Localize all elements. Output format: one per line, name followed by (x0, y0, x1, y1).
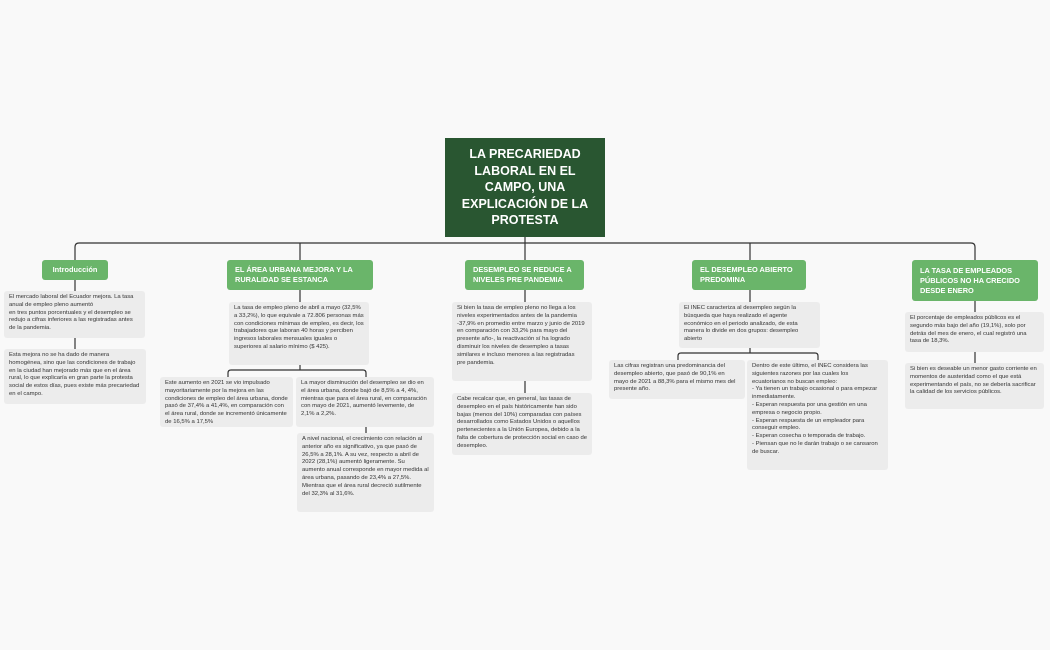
note-publicos-1[interactable]: El porcentaje de empleados públicos es el segundo más bajo del año (19,1%), solo por detrás del mes de enero, el cual registró una tasa de 18,3%. (905, 312, 1044, 352)
topic-area-urbana[interactable] (227, 260, 373, 290)
note-abierto-right[interactable]: Dentro de este último, el INEC considera las siguientes razones por las cuales los ecuatorianos no buscan empleo: - Ya tienen un trabajo ocasional o para empezar inmediatamente. - Esperan respuesta por una gestión en una empresa o negocio propio. - Esperan respuesta de un empleador para conseguir empleo. - Esperan cosecha o temporada de trabajo. - Piensan que no le darán trabajo o se cansaron de buscar. (747, 360, 888, 470)
topic-desempleo-abierto-title: EL DESEMPLEO ABIERTO PREDOMINA (700, 265, 793, 284)
note-intro-1[interactable]: El mercado laboral del Ecuador mejora. La tasa anual de empleo pleno aumentó en tres puntos porcentuales y el desempleo se redujo a cifras inferiores a las registradas antes de la pandemia. (4, 291, 145, 338)
topic-desempleo-abierto[interactable] (692, 260, 806, 290)
note-urbana-main[interactable]: La tasa de empleo pleno de abril a mayo (32,5% a 33,2%), lo que equivale a 72.806 personas más con condiciones mínimas de empleo, es decir, los trabajadores que laboran 40 horas y perciben ingresos laborales mensuales iguales o superiores al salario mínimo ($ 425). (229, 302, 369, 365)
note-intro-2[interactable]: Esta mejora no se ha dado de manera homogénea, sino que las condiciones de trabajo en la ciudad han mejorado más que en el área rural, lo que explicaría en gran parte la protesta social de estos días, pues existe más precariedad en el campo. (4, 349, 146, 404)
note-urbana-bottom[interactable]: A nivel nacional, el crecimiento con relación al anterior año es significativo, ya que pasó de 26,5% a 28,1%. A su vez, respecto a abril de 2022 (28,1%) aumentó ligeramente. Su aumento anual corresponde en mayor medida al área urbana, pasando de 23,4% a 27,5%. Mientras que el área rural decreció sutilmente del 32,3% al 31,6%. (297, 433, 434, 512)
topic-area-urbana-title: EL ÁREA URBANA MEJORA Y LA RURALIDAD SE ESTANCA (235, 265, 353, 284)
note-abierto-left[interactable]: Las cifras registran una predominancia del desempleo abierto, que pasó de 90,1% en mayo de 2021 a 88,3% para el mismo mes del presente año. (609, 360, 745, 399)
note-desempleo-2[interactable]: Cabe recalcar que, en general, las tasas de desempleo en el país históricamente han sido bajas (menos del 10%) comparadas con países desarrollados como Estados Unidos o aquellos pertenecientes a la Unión Europea, debido a la falta de cobertura de protección social en caso de desempleo. (452, 393, 592, 455)
root-title: LA PRECARIEDAD LABORAL EN EL CAMPO, UNA EXPLICACIÓN DE LA PROTESTA (461, 147, 589, 228)
root-topic[interactable] (445, 138, 605, 237)
topic-empleados-publicos[interactable] (912, 260, 1038, 301)
note-urbana-left[interactable]: Este aumento en 2021 se vio impulsado mayoritariamente por la mejora en las condiciones de empleo del área urbana, donde pasó de 37,4% a 41,4%, en comparación con el área rural, donde se incrementó únicamente de 16,5% a 17,5% (160, 377, 293, 427)
topic-desempleo-reduce[interactable] (465, 260, 584, 290)
topic-empleados-publicos-title: LA TASA DE EMPLEADOS PÚBLICOS NO HA CRECIDO DESDE ENERO (920, 265, 1020, 295)
note-abierto-main[interactable]: El INEC caracteriza al desempleo según la búsqueda que haya realizado el agente económico en el periodo analizado, de esta manera lo divide en dos grupos: desempleo abierto (679, 302, 820, 348)
topic-introduccion-title: Introducción (52, 265, 98, 274)
topic-introduccion[interactable] (42, 260, 108, 280)
topic-desempleo-reduce-title: DESEMPLEO SE REDUCE A NIVELES PRE PANDEMIA (473, 265, 572, 284)
note-publicos-2[interactable]: Si bien es deseable un menor gasto corriente en momentos de austeridad como el que está experimentando el país, no se debería sacrificar la calidad de los servicios públicos. (905, 363, 1044, 409)
note-desempleo-1[interactable]: Si bien la tasa de empleo pleno no llega a los niveles experimentados antes de la pandemia -37,9% en promedio entre marzo y junio de 2019 en comparación con 33,2% para mayo del presente año-, la reactivación sí ha logrado disminuir los niveles de desempleo a tasas similares e incluso menores a las registradas pre pandemia. (452, 302, 592, 381)
note-urbana-right[interactable]: La mayor disminución del desempleo se dio en el área urbana, donde bajó de 8,5% a 4, 4%, mientras que para el área rural, en comparación con mayo de 2021, aumentó levemente, de 2,1% a 2,2%. (296, 377, 434, 427)
